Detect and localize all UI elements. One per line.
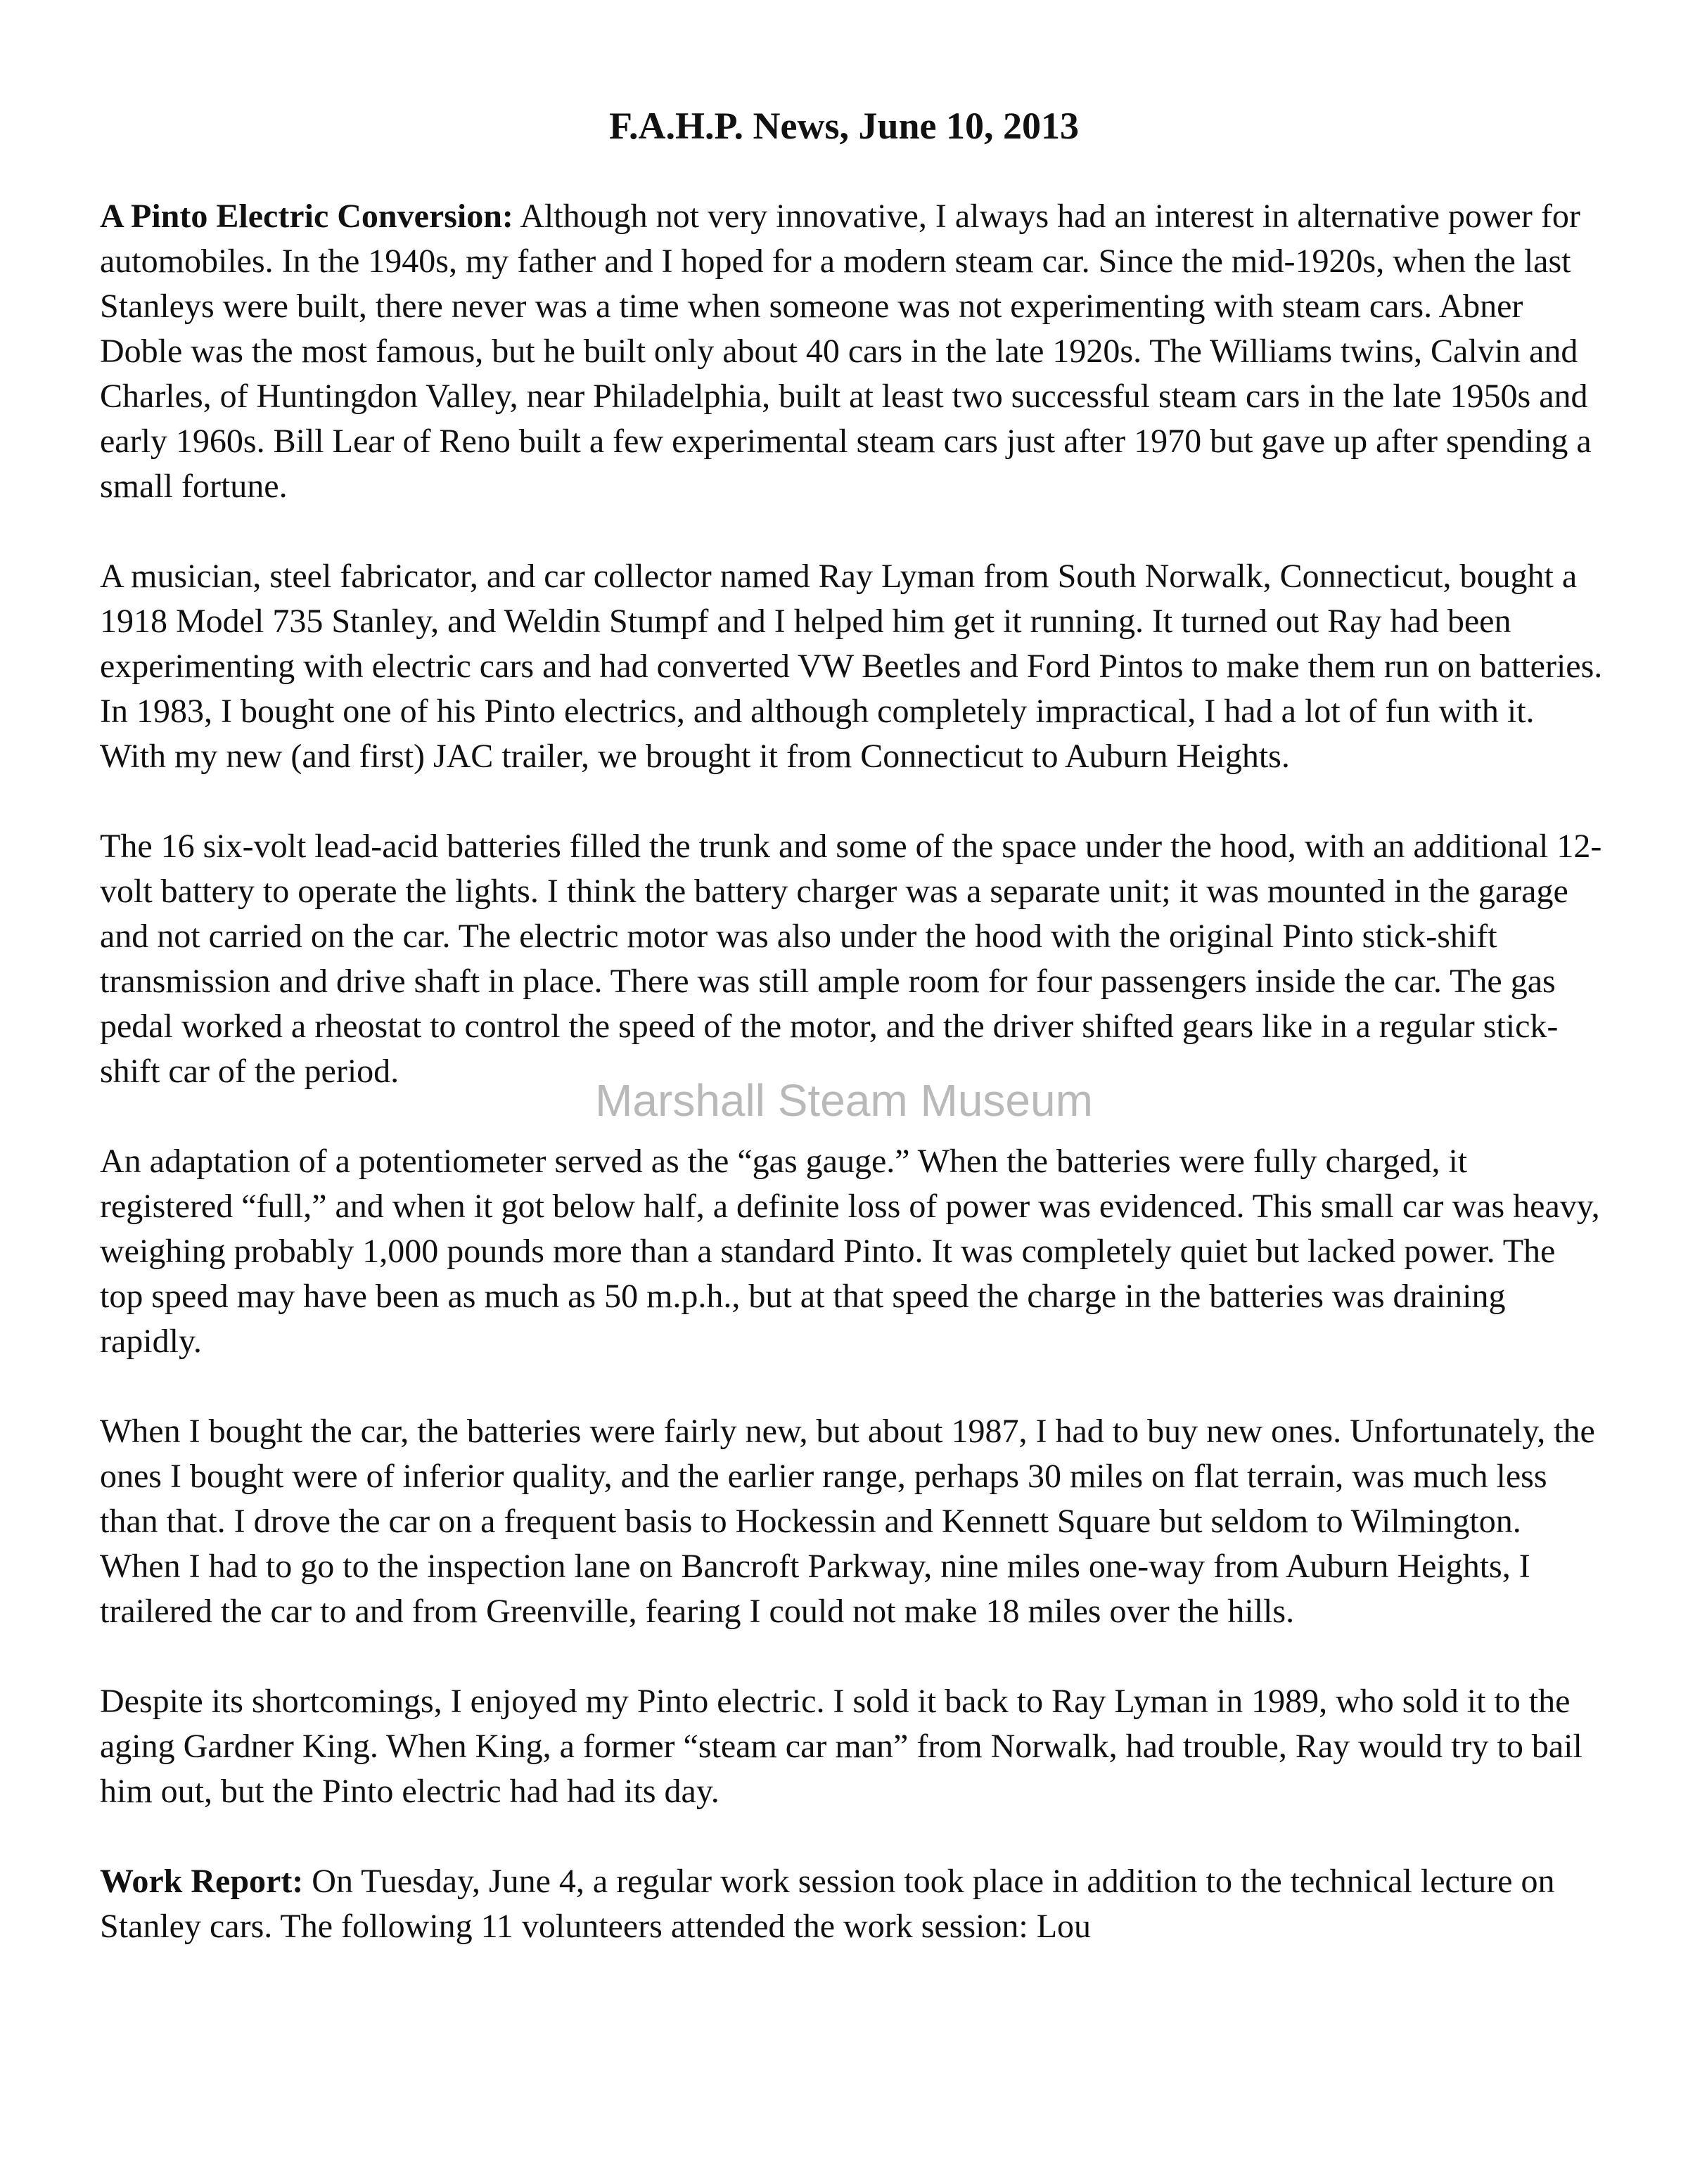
section-heading-work-report: Work Report: xyxy=(100,1863,304,1900)
section-heading-pinto: A Pinto Electric Conversion: xyxy=(100,198,513,235)
paragraph-work-report xyxy=(100,1859,1605,1949)
paragraph-ray-lyman xyxy=(100,554,1605,779)
paragraph-text: Despite its shortcomings, I enjoyed my Pinto electric. I sold it back to Ray Lyman in 1989, who sold it to the aging Gardner King. When King, a former “steam car man” from Norwalk, had trouble, Ray would try to bail him out, but the Pinto electric had had its day. xyxy=(100,1683,1582,1810)
paragraph-text: An adaptation of a potentiometer served as the “gas gauge.” When the batteries were fully charged, it registered “full,” and when it got below half, a definite loss of power was evidenced. This small car was heavy, weighing probably 1,000 pounds more than a standard Pinto. It was completely quiet but lacked power. The top speed may have been as much as 50 m.p.h., but at that speed the charge in the batteries was draining rapidly. xyxy=(100,1143,1600,1360)
paragraph-text: A musician, steel fabricator, and car collector named Ray Lyman from South Norwalk, Connecticut, bought a 1918 Model 735 Stanley, and Weldin Stumpf and I helped him get it running. It turned out Ray had been experimenting with electric cars and had converted VW Beetles and Ford Pintos to make them run on batteries. In 1983, I bought one of his Pinto electrics, and although completely impractical, I had a lot of fun with it. With my new (and first) JAC trailer, we brought it from Connecticut to Auburn Heights. xyxy=(100,558,1603,775)
page-title: F.A.H.P. News, June 10, 2013 xyxy=(608,105,1080,147)
paragraph-new-batteries xyxy=(100,1409,1605,1634)
paragraph-pinto-intro xyxy=(100,194,1605,509)
paragraph-batteries xyxy=(100,824,1605,1094)
article-body xyxy=(100,194,1605,1994)
paragraph-sold-back xyxy=(100,1679,1605,1814)
watermark: Marshall Steam Museum xyxy=(595,1075,1093,1126)
paragraph-text: On Tuesday, June 4, a regular work session took place in addition to the technical lecture on Stanley cars. The following 11 volunteers attended the work session: Lou xyxy=(100,1863,1555,1945)
paragraph-text: When I bought the car, the batteries were fairly new, but about 1987, I had to buy new ones. Unfortunately, the ones I bought were of inferior quality, and the earlier range, perhaps 30 miles on flat terrain, was much less than that. I drove the car on a frequent basis to Hockessin and Kennett Square but seldom to Wilmington. When I had to go to the inspection lane on Bancroft Parkway, nine miles one-way from Auburn Heights, I trailered the car to and from Greenville, fearing I could not make 18 miles over the hills. xyxy=(100,1413,1595,1630)
paragraph-gas-gauge xyxy=(100,1139,1605,1364)
paragraph-text: Although not very innovative, I always had an interest in alternative power for automobiles. In the 1940s, my father and I hoped for a modern steam car. Since the mid-1920s, when the last Stanleys were built, there never was a time when someone was not experimenting with steam cars. Abner Doble was the most famous, but he built only about 40 cars in the late 1920s. The Williams twins, Calvin and Charles, of Huntingdon Valley, near Philadelphia, built at least two successful steam cars in the late 1950s and early 1960s. Bill Lear of Reno built a few experimental steam cars just after 1970 but gave up after spending a small fortune. xyxy=(100,198,1592,505)
paragraph-text: The 16 six-volt lead-acid batteries filled the trunk and some of the space under the hood, with an additional 12-volt battery to operate the lights. I think the battery charger was a separate unit; it was mounted in the garage and not carried on the car. The electric motor was also under the hood with the original Pinto stick-shift transmission and drive shaft in place. There was still ample room for four passengers inside the car. The gas pedal worked a rheostat to control the speed of the motor, and the driver shifted gears like in a regular stick-shift car of the period. xyxy=(100,828,1602,1090)
